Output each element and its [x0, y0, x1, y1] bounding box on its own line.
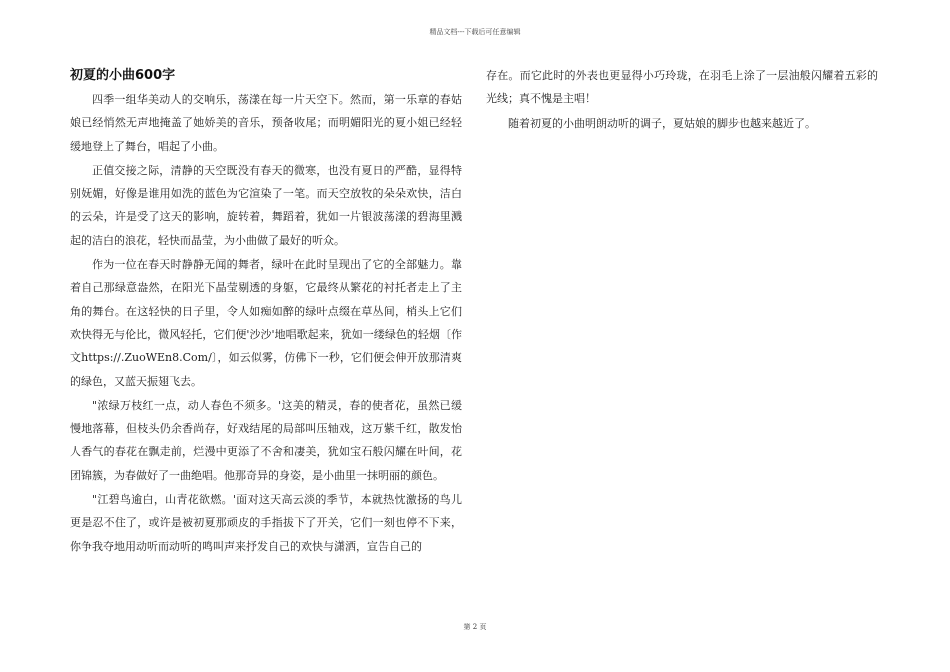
- left-column: [70, 64, 462, 559]
- paragraph-6: 随着初夏的小曲明朗动听的调子，夏姑娘的脚步也越来越近了。: [508, 116, 816, 130]
- page-number: 第 2 页: [463, 623, 487, 631]
- paragraph-4: "浓绿万枝红一点，动人春色不须多。'这美的精灵，春的使者花，虽然已缓慢地落幕，但枝头仍余香尚存，好戏结尾的局部叫压轴戏，这万紫千红，散发怡人香气的春花在飘走前，烂漫中更添了不舍和凄美，犹如宝石般闪耀在叶间，花团锦簇，为春做好了一曲绝唱。他那奇异的身姿，是小曲里一抹明丽的颜色。: [70, 398, 462, 482]
- page-header: 精品文档---下载后可任意编辑: [429, 28, 521, 36]
- paragraph-1: 四季一组华美动人的交响乐，荡漾在每一片天空下。然而，第一乐章的春姑娘已经悄然无声地掩盖了她娇美的音乐，预备收尾；而明媚阳光的夏小姐已经轻缓地登上了舞台，唱起了小曲。: [70, 93, 462, 153]
- paragraph-2: 正值交接之际，清静的天空既没有春天的微寒，也没有夏日的严酷，显得特别妩媚，好像是谁用如洗的蓝色为它渲染了一笔。而天空放牧的朵朵欢快，洁白的云朵，许是受了这天的影响，旋转着，舞蹈着，犹如一片银波荡漾的碧海里溅起的洁白的浪花，轻快而晶莹，为小曲做了最好的听众。: [70, 163, 462, 247]
- article-title: 初夏的小曲600字: [70, 68, 176, 83]
- paragraph-5: "江碧鸟逾白，山青花欲燃。'面对这天高云淡的季节，本就热忱激扬的鸟儿更是忍不住了，或许是被初夏那顽皮的手指拔下了开关，它们一刻也停不下来，你争我夺地用动听而动听的鸣叫声来抒发自己的欢快与潇洒，宣告自己的: [70, 493, 462, 553]
- paragraph-3: 作为一位在春天时静静无闻的舞者，绿叶在此时呈现出了它的全部魅力。靠着自己那绿意盎然，在阳光下晶莹剔透的身躯，它最终从繁花的衬托者走上了主角的舞台。在这轻快的日子里，令人如痴如醉的绿叶点缀在草丛间，梢头上它们欢快得无与伦比，微风轻托，它们便'沙沙'地唱歌起来，犹如一缕绿色的轻烟〔作文https://.ZuoWEn8.Com/〕，如云似雾，仿佛下一秒，它们便会伸开放那清爽的绿色，又蓝天振翅飞去。: [70, 258, 462, 388]
- paragraph-5-continued: 存在。而它此时的外表也更显得小巧玲珑，在羽毛上涂了一层油般闪耀着五彩的光线；真不愧是主唱！: [486, 69, 878, 106]
- right-column: [486, 64, 878, 136]
